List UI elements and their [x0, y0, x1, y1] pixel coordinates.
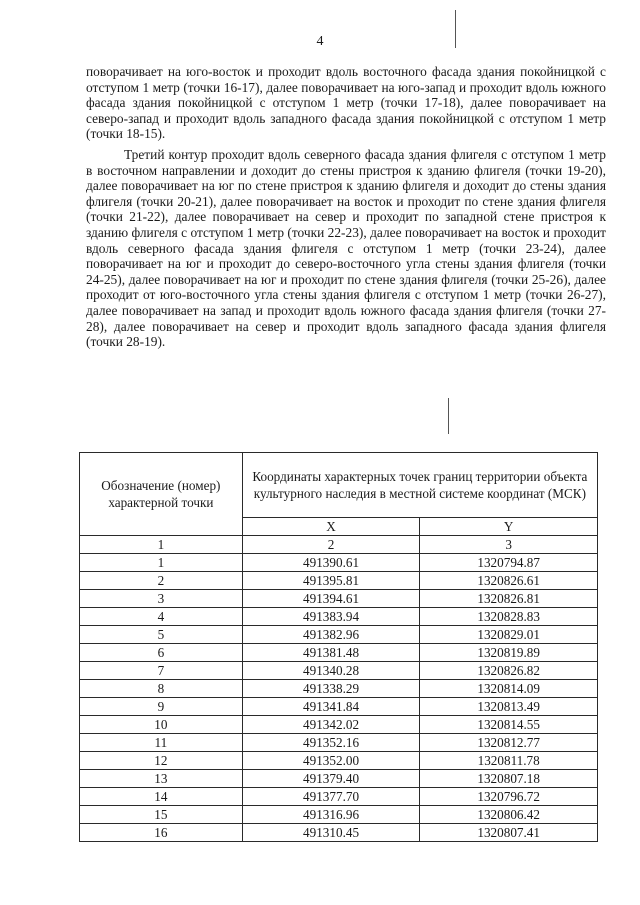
- x-coordinate-cell: 491341.84: [242, 698, 420, 716]
- paragraph-text: Третий контур проходит вдоль северного фасада здания флигеля с отступом 1 метр в восточном направлении и доходит до стены пристроя к зданию флигеля (точки 19-20), далее поворачивает на юг по стене пристроя к зданию флигеля и доходит до стены здания флигеля (точки 20-21), далее поворачивает на восток и проходит по стене здания флигеля (точки 21-22), далее поворачивает на север и проходит по западной стене пристроя к зданию флигеля с отступом 1 метр (точки 22-23), далее поворачивает на восток и проходит вдоль северного фасада здания флигеля с отступом 1 метр (точки 23-24), далее поворачивает на юг и проходит до северо-восточного угла стены здания флигеля (точки 24-25), далее поворачивает на юг и проходит по стене здания флигеля (точки 25-26), далее проходит от юго-восточного угла стены здания флигеля с отступом 1 метр (точки 26-27), далее поворачивает на запад и проходит вдоль южного фасада здания флигеля (точки 27-28), далее поворачивает на север и проходит вдоль западного фасада здания флигеля (точки 28-19).: [86, 147, 606, 350]
- point-number-cell: 5: [80, 626, 243, 644]
- column-number: 3: [420, 536, 598, 554]
- y-coordinate-cell: 1320828.83: [420, 608, 598, 626]
- point-number-cell: 12: [80, 752, 243, 770]
- table-row: [80, 680, 598, 698]
- point-number-cell: 10: [80, 716, 243, 734]
- scan-mark-top: [455, 10, 456, 48]
- table-header-row: [80, 453, 598, 518]
- y-coordinate-cell: 1320811.78: [420, 752, 598, 770]
- x-coordinate-cell: 491352.00: [242, 752, 420, 770]
- y-coordinate-cell: 1320826.82: [420, 662, 598, 680]
- point-number-cell: 2: [80, 572, 243, 590]
- point-number-cell: 15: [80, 806, 243, 824]
- x-coordinate-cell: 491377.70: [242, 788, 420, 806]
- x-coordinate-cell: 491382.96: [242, 626, 420, 644]
- coordinates-table: [79, 452, 598, 842]
- x-coordinate-cell: 491316.96: [242, 806, 420, 824]
- point-number-cell: 3: [80, 590, 243, 608]
- point-number-cell: 1: [80, 554, 243, 572]
- x-coordinate-cell: 491381.48: [242, 644, 420, 662]
- paragraph-first-contour-end: [86, 64, 606, 142]
- x-coordinate-cell: 491395.81: [242, 572, 420, 590]
- y-coordinate-cell: 1320807.18: [420, 770, 598, 788]
- x-coordinate-cell: 491379.40: [242, 770, 420, 788]
- table-row: [80, 698, 598, 716]
- x-coordinate-cell: 491342.02: [242, 716, 420, 734]
- scan-mark-middle: [448, 398, 449, 434]
- paragraph-third-contour: [86, 147, 606, 350]
- point-number-cell: 13: [80, 770, 243, 788]
- y-coordinate-cell: 1320794.87: [420, 554, 598, 572]
- column-number: 1: [80, 536, 243, 554]
- y-coordinate-cell: 1320814.09: [420, 680, 598, 698]
- page-number: 4: [316, 34, 324, 49]
- y-coordinate-cell: 1320829.01: [420, 626, 598, 644]
- table-row: [80, 716, 598, 734]
- y-coordinate-cell: 1320807.41: [420, 824, 598, 842]
- y-coordinate-cell: 1320826.81: [420, 590, 598, 608]
- table-row: [80, 752, 598, 770]
- x-coordinate-cell: 491383.94: [242, 608, 420, 626]
- table-row: [80, 662, 598, 680]
- y-coordinate-cell: 1320796.72: [420, 788, 598, 806]
- y-coordinate-cell: 1320812.77: [420, 734, 598, 752]
- table-row: [80, 554, 598, 572]
- header-coordinates: Координаты характерных точек границ территории объекта культурного наследия в местной системе координат (МСК): [242, 453, 597, 518]
- point-number-cell: 14: [80, 788, 243, 806]
- table-row: [80, 590, 598, 608]
- table-row: [80, 824, 598, 842]
- table-row: [80, 734, 598, 752]
- table-row: [80, 572, 598, 590]
- y-coordinate-cell: 1320819.89: [420, 644, 598, 662]
- paragraph-text: поворачивает на юго-восток и проходит вдоль восточного фасада здания покойницкой с отступом 1 метр (точки 16-17), далее поворачивает на юго-запад и проходит вдоль южного фасада здания покойницкой с отступом 1 метр (точки 17-18), далее поворачивает на северо-запад и проходит вдоль западного фасада здания покойницкой с отступом 1 метр (точки 18-15).: [86, 64, 606, 142]
- point-number-cell: 4: [80, 608, 243, 626]
- x-coordinate-cell: 491338.29: [242, 680, 420, 698]
- header-x: X: [242, 518, 420, 536]
- table-row: [80, 626, 598, 644]
- x-coordinate-cell: 491310.45: [242, 824, 420, 842]
- point-number-cell: 9: [80, 698, 243, 716]
- header-y: Y: [420, 518, 598, 536]
- header-point-designation: Обозначение (номер) характерной точки: [80, 453, 243, 536]
- table-row: [80, 644, 598, 662]
- table-row: [80, 770, 598, 788]
- table-row: [80, 608, 598, 626]
- y-coordinate-cell: 1320826.61: [420, 572, 598, 590]
- x-coordinate-cell: 491390.61: [242, 554, 420, 572]
- point-number-cell: 16: [80, 824, 243, 842]
- table-column-numbers-row: [80, 536, 598, 554]
- point-number-cell: 8: [80, 680, 243, 698]
- x-coordinate-cell: 491340.28: [242, 662, 420, 680]
- point-number-cell: 11: [80, 734, 243, 752]
- column-number: 2: [242, 536, 420, 554]
- point-number-cell: 6: [80, 644, 243, 662]
- y-coordinate-cell: 1320814.55: [420, 716, 598, 734]
- table-row: [80, 788, 598, 806]
- x-coordinate-cell: 491352.16: [242, 734, 420, 752]
- table-row: [80, 806, 598, 824]
- point-number-cell: 7: [80, 662, 243, 680]
- y-coordinate-cell: 1320806.42: [420, 806, 598, 824]
- x-coordinate-cell: 491394.61: [242, 590, 420, 608]
- y-coordinate-cell: 1320813.49: [420, 698, 598, 716]
